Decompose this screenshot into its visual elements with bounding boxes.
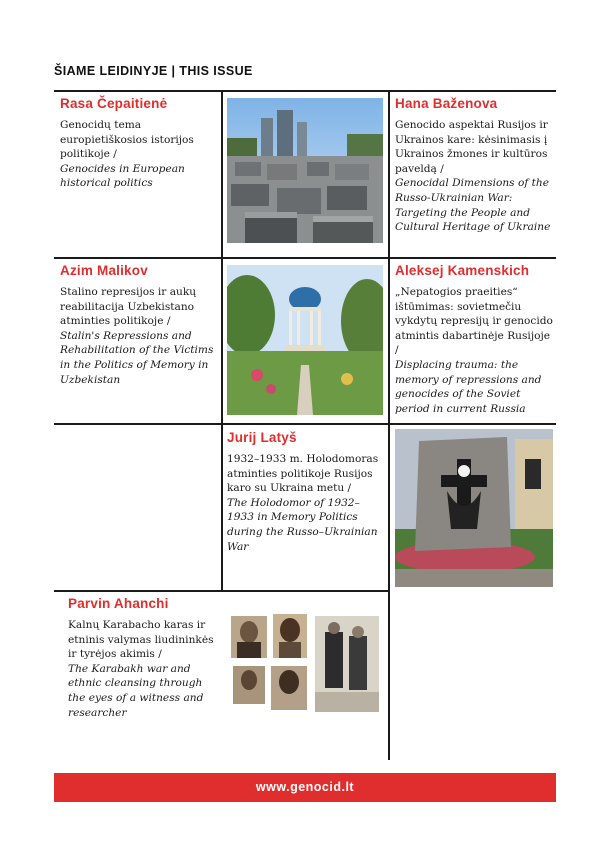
column-divider xyxy=(221,90,223,590)
row-divider xyxy=(54,90,556,92)
column-divider xyxy=(388,90,390,760)
article-title-lt: Kalnų Karabacho karas ir etninis valymas liudininkės ir tyrėjos akimis / xyxy=(68,619,214,661)
article-title-en: Genocidal Dimensions of the Russo-Ukrainian War: Targeting the People and Cultural Heritage of Ukraine xyxy=(395,177,551,234)
author-name: Parvin Ahanchi xyxy=(68,596,169,611)
holodomor-memorial-photo xyxy=(395,429,553,587)
article-title-lt: „Nepatogios praeities“ ištūmimas: sovietmečiu vykdytų represijų ir genocido atmintis dabartinėje Rusijoje / xyxy=(395,286,553,357)
article-title-lt: Genocido aspektai Rusijos ir Ukrainos kare: kėsinimasis į Ukrainos žmones ir kultūros paveldą / xyxy=(395,119,548,175)
article-bazenova xyxy=(395,96,555,235)
article-title-en: Stalin's Repressions and Rehabilitation of the Victims in the Politics of Memory in Uzbekistan xyxy=(60,329,214,386)
article-ahanchi xyxy=(68,596,218,720)
row-divider xyxy=(54,590,388,592)
article-title-en: The Karabakh war and ethnic cleansing through the eyes of a witness and researcher xyxy=(68,662,204,719)
author-name: Aleksej Kamenskich xyxy=(395,263,530,278)
berlin-holocaust-memorial-photo xyxy=(227,98,383,243)
article-title-lt: 1932–1933 m. Holodomoras atminties politikoje Rusijos karo su Ukraina metu / xyxy=(227,453,379,495)
footer-url-bar[interactable]: www.genocid.lt xyxy=(54,773,556,802)
article-title-lt: Genocidų tema europietiškosios istorijos politikoje / xyxy=(60,119,194,161)
row-divider xyxy=(54,257,556,259)
article-title-lt: Stalino represijos ir aukų reabilitacija Uzbekistano atminties politikoje / xyxy=(60,286,197,328)
author-name: Jurij Latyš xyxy=(227,430,297,445)
article-title-en: The Holodomor of 1932–1933 in Memory Politics during the Russo–Ukrainian War xyxy=(227,496,378,553)
article-malikov xyxy=(60,263,216,387)
author-name: Azim Malikov xyxy=(60,263,148,278)
article-kamenskich xyxy=(395,263,555,416)
section-heading: ŠIAME LEIDINYJE | THIS ISSUE xyxy=(54,64,253,78)
contents-grid xyxy=(54,90,556,760)
article-latys xyxy=(227,430,383,554)
article-cepaitiene xyxy=(60,96,216,191)
author-name: Hana Baženova xyxy=(395,96,498,111)
tashkent-memorial-rotunda-photo xyxy=(227,265,383,415)
row-divider xyxy=(54,423,556,425)
family-portraits-collage-photo xyxy=(227,610,383,722)
author-name: Rasa Čepaitienė xyxy=(60,96,168,111)
article-title-en: Genocides in European historical politics xyxy=(60,162,185,190)
article-title-en: Displacing trauma: the memory of repressions and genocides of the Soviet period in current Russia xyxy=(395,358,542,415)
